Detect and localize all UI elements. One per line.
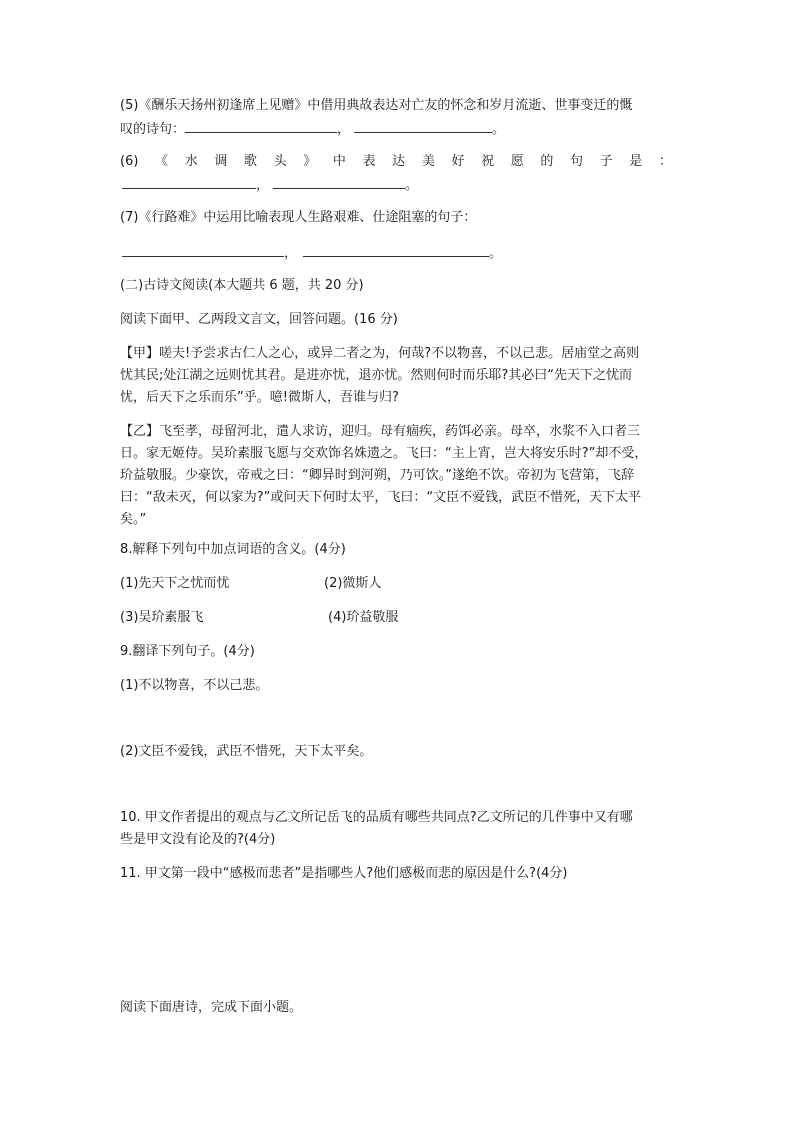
q6-char: 句 <box>570 154 584 169</box>
q6-line1 <box>120 152 672 172</box>
q6-period: 。 <box>405 178 419 193</box>
q6-char: 中 <box>332 154 346 169</box>
q6-char: 《 <box>155 154 169 169</box>
q6-char: 祝 <box>481 154 495 169</box>
q9-item-2: (2)文臣不爱钱，武臣不惜死，天下太平矣。 <box>120 744 373 759</box>
q6-answer-blank-1[interactable] <box>122 174 256 189</box>
q7-answer-blank-2[interactable] <box>303 242 489 257</box>
passage-yi-line: 矣。” <box>120 512 147 527</box>
q6-char: ： <box>658 154 672 169</box>
q6-char: 子 <box>599 154 613 169</box>
q5-line2 <box>120 118 680 140</box>
q8-item-4: (4)玠益敬服 <box>328 610 399 625</box>
q6-comma: ， <box>256 178 270 193</box>
q6-answer-blank-2[interactable] <box>273 174 405 189</box>
section-title: (二)古诗文阅读(本大题共 6 题，共 20 分) <box>120 278 364 293</box>
q5-line1: (5)《酬乐天扬州初逢席上见赠》中借用典故表达对亡友的怀念和岁月流逝、世事变迁的慨 <box>120 98 633 113</box>
q6-char: 的 <box>540 154 554 169</box>
passage-jia-line: 【甲】嗟夫!予尝求古仁人之心，或异二者之为，何哉?不以物喜，不以己悲。居庙堂之高则 <box>120 346 640 361</box>
q5-comma: ， <box>337 122 351 137</box>
q6-char: 是 <box>629 154 643 169</box>
q8-item-1: (1)先天下之忧而忧 <box>120 576 230 591</box>
passage-yi-line: 玠益敬服。少豪饮，帝戒之曰：“卿异时到河朔，乃可饮。”遂绝不饮。帝初为飞营第，飞辞 <box>120 468 634 483</box>
q10-line: 10. 甲文作者提出的观点与乙文所记岳飞的品质有哪些共同点?乙文所记的几件事中又有哪 <box>120 810 633 825</box>
section-instruction: 阅读下面甲、乙两段文言文，回答问题。(16 分) <box>120 312 398 327</box>
q5-answer-blank-1[interactable] <box>185 118 337 133</box>
q6-line2 <box>120 174 680 196</box>
q5-line2-prefix: 叹的诗句： <box>120 122 186 137</box>
q5-answer-blank-2[interactable] <box>354 118 492 133</box>
tail-instruction: 阅读下面唐诗，完成下面小题。 <box>120 1000 303 1015</box>
q6-char: 水 <box>184 154 198 169</box>
q8-row-2 <box>120 608 680 628</box>
q6-char: 调 <box>214 154 228 169</box>
q8-row-1 <box>120 574 680 594</box>
passage-yi-line: 日。家无姬侍。吴玠素服飞愿与交欢饰名姝遗之。飞曰：“主上宵，岂大将安乐时?”却不受， <box>120 446 648 461</box>
passage-yi-line: 曰：“敌未灭，何以家为?”或问天下何时太平，飞曰：“文臣不爱钱，武臣不惜死，天下太平 <box>120 490 642 505</box>
q7-period: 。 <box>489 246 503 261</box>
passage-jia-line: 忧其民;处江湖之远则忧其君。是进亦忧，退亦忧。然则何时而乐耶?其必曰“先天下之忧而 <box>120 368 633 383</box>
q8-item-3: (3)吴玠素服飞 <box>120 610 204 625</box>
q7-line1: (7)《行路难》中运用比喻表现人生路艰难、仕途阻塞的句子： <box>120 210 477 225</box>
q8-item-2: (2)微斯人 <box>324 576 382 591</box>
q9-title: 9.翻译下列句子。(4分) <box>120 644 255 659</box>
q8-title: 8.解释下列句中加点词语的含义。(4分) <box>120 542 346 557</box>
passage-yi-line: 【乙】飞至孝，母留河北，遣人求访，迎归。母有痼疾，药饵必亲。母卒，水浆不入口者三 <box>120 424 641 439</box>
q6-char: 达 <box>392 154 406 169</box>
q7-line2 <box>120 242 680 264</box>
q7-answer-blank-1[interactable] <box>122 242 284 257</box>
passage-jia-line: 忧，后天下之乐而乐”乎。噫!微斯人，吾谁与归? <box>120 390 399 405</box>
q6-char: 歌 <box>243 154 257 169</box>
q6-char: 好 <box>451 154 465 169</box>
q7-comma: ， <box>284 246 298 261</box>
q9-item-1: (1)不以物喜，不以己悲。 <box>120 678 269 693</box>
q6-char: (6) <box>120 154 139 169</box>
q10-line: 些是甲文没有论及的?(4分) <box>120 832 276 847</box>
q6-char: 头 <box>273 154 287 169</box>
q5-period: 。 <box>492 122 506 137</box>
q11-line: 11. 甲文第一段中“感极而悲者”是指哪些人?他们感极而悲的原因是什么?(4分) <box>120 866 568 881</box>
q6-char: 美 <box>421 154 435 169</box>
q6-char: 表 <box>362 154 376 169</box>
q6-char: 》 <box>303 154 317 169</box>
q6-char: 愿 <box>510 154 524 169</box>
